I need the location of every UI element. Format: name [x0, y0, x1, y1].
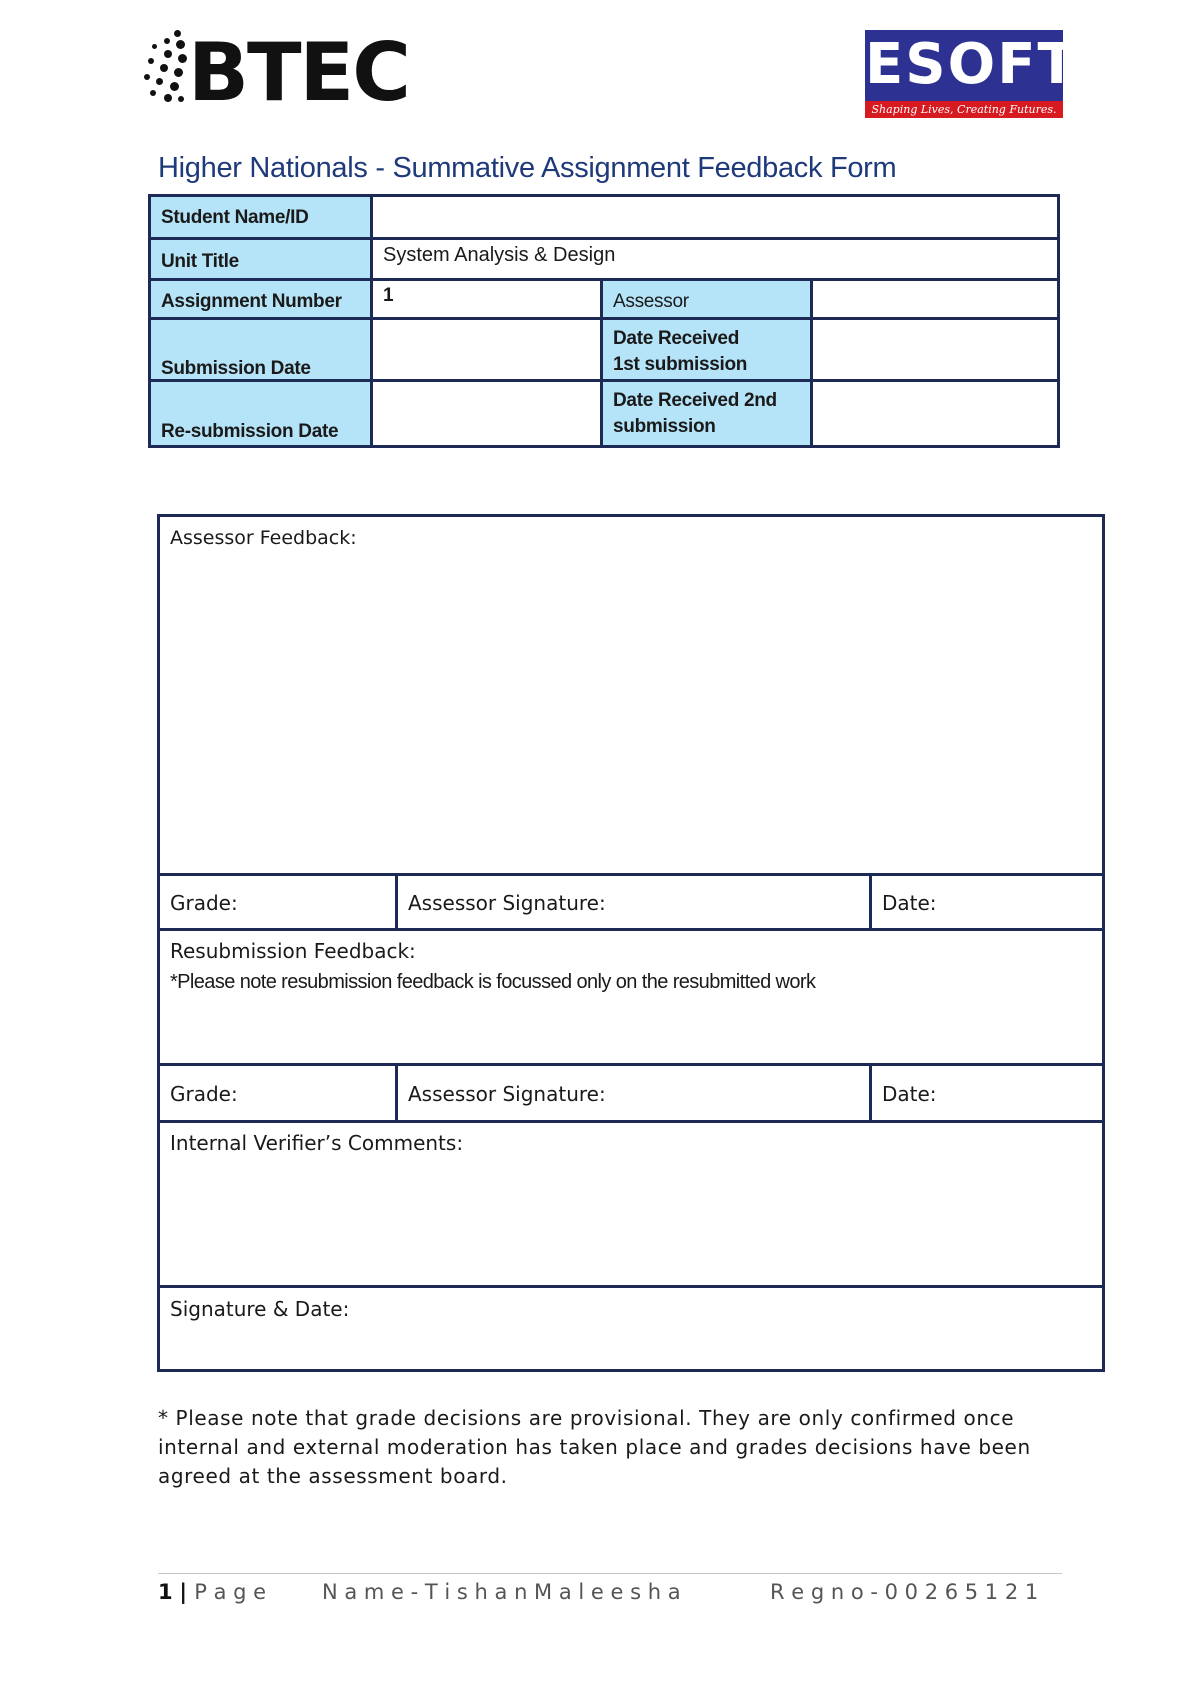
- date-received-second-value[interactable]: [813, 382, 1057, 445]
- footer-reg-no: R e g n o - 0 0 2 6 5 1 2 1: [770, 1580, 1039, 1604]
- divider: [395, 1063, 398, 1123]
- feedback-section: [157, 514, 1105, 1372]
- grade-label: Grade:: [170, 1082, 238, 1106]
- date-received-first-line2: 1st submission: [613, 354, 748, 375]
- grade-disclaimer: * Please note that grade decisions are provisional. They are only confirmed once internal and external moderation has taken place and grades decisions have been agreed at the assessment board.: [158, 1406, 1031, 1488]
- divider: [395, 873, 398, 931]
- divider: [160, 873, 1102, 876]
- page-label: P a g e: [194, 1580, 267, 1604]
- esoft-tagline: Shaping Lives, Creating Futures.: [865, 101, 1063, 118]
- date-received-second-line1: Date Received 2nd: [613, 390, 777, 411]
- assessor-feedback-label: Assessor Feedback:: [170, 527, 357, 549]
- assignment-number-value[interactable]: 1: [373, 281, 600, 317]
- date-received-first-label: [603, 320, 810, 379]
- divider: [869, 873, 872, 931]
- internal-verifier-comments-label: Internal Verifier’s Comments:: [170, 1131, 464, 1155]
- page-separator: |: [179, 1580, 195, 1604]
- submission-date-label: Submission Date: [151, 320, 370, 379]
- btec-logo-text: BTEC: [188, 26, 409, 119]
- date-label: Date:: [882, 891, 937, 915]
- assessor-value[interactable]: [813, 281, 1057, 317]
- esoft-logo: [865, 30, 1078, 118]
- esoft-logo-text: ESOFT: [865, 32, 1078, 97]
- grade-label: Grade:: [170, 891, 238, 915]
- assessor-feedback-area[interactable]: [160, 557, 1102, 871]
- divider: [160, 928, 1102, 931]
- page-number: 1: [158, 1580, 173, 1604]
- internal-verifier-comments-area[interactable]: [160, 1161, 1102, 1283]
- footer-name: N a m e - T i s h a n M a l e e s h a: [322, 1580, 681, 1604]
- date-received-second-label: [603, 382, 810, 445]
- date-label: Date:: [882, 1082, 937, 1106]
- student-name-value[interactable]: [373, 197, 1057, 237]
- date-received-first-line1: Date Received: [613, 328, 740, 349]
- resubmission-note: *Please note resubmission feedback is focussed only on the resubmitted work: [170, 971, 816, 993]
- btec-dots-graphic: [144, 30, 192, 110]
- assessor-signature-label: Assessor Signature:: [408, 1082, 606, 1106]
- assignment-number-label: Assignment Number: [151, 281, 370, 317]
- unit-title-value[interactable]: System Analysis & Design: [373, 240, 1057, 278]
- submission-date-value[interactable]: [373, 320, 600, 379]
- assessor-signature-label: Assessor Signature:: [408, 891, 606, 915]
- resubmission-date-value[interactable]: [373, 382, 600, 445]
- divider: [160, 1063, 1102, 1066]
- divider: [160, 1285, 1102, 1288]
- resubmission-date-label: Re-submission Date: [151, 382, 370, 445]
- footer-page: [158, 1580, 266, 1604]
- signature-date-label: Signature & Date:: [170, 1297, 350, 1321]
- page-title: Higher Nationals - Summative Assignment Feedback Form: [158, 152, 897, 184]
- assessor-label: Assessor: [603, 281, 810, 317]
- divider: [869, 1063, 872, 1123]
- footer-divider: [158, 1573, 1062, 1574]
- assignment-info-table: [148, 194, 1060, 448]
- btec-logo: [144, 26, 409, 119]
- resubmission-feedback-label: Resubmission Feedback:: [170, 939, 416, 963]
- date-received-second-line2: submission: [613, 416, 716, 437]
- student-name-label: Student Name/ID: [151, 197, 370, 237]
- date-received-first-value[interactable]: [813, 320, 1057, 379]
- unit-title-label: Unit Title: [151, 240, 370, 278]
- divider: [160, 1120, 1102, 1123]
